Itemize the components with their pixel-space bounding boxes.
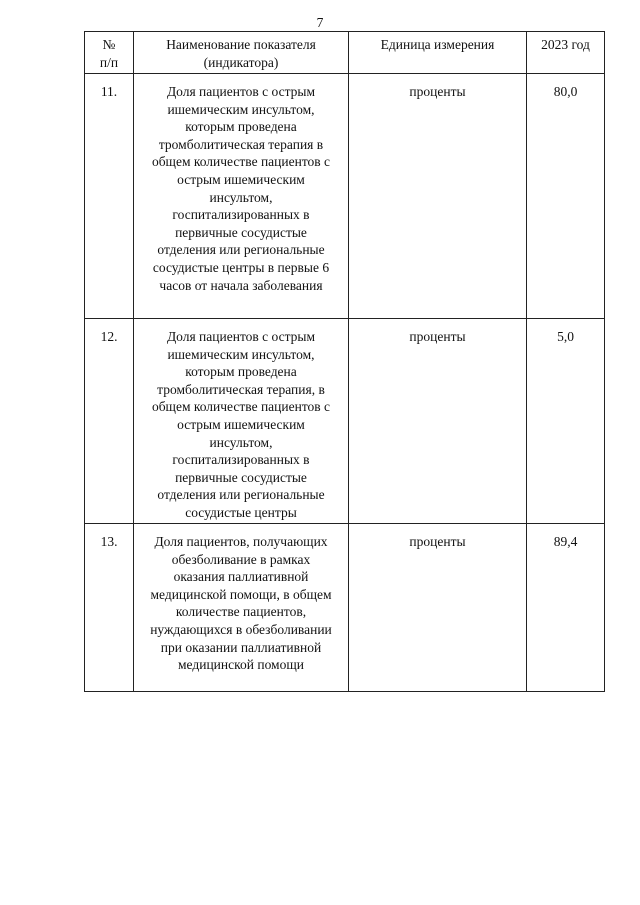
row-number: 12. (85, 319, 134, 524)
table-row (85, 74, 605, 319)
row-indicator-name: Доля пациентов, получающих обезболивание в рамках оказания паллиативной медицинской помощи, в общем количестве пациентов, нуждающихся в обезболивании при оказании паллиативной медицинской помощи (134, 524, 349, 692)
row-number: 11. (85, 74, 134, 319)
row-value-2023: 80,0 (527, 74, 605, 319)
table-header-row (85, 32, 605, 74)
row-indicator-name: Доля пациентов с острым ишемическим инсультом, которым проведена тромболитическая терапия в общем количестве пациентов с острым ишемическим инсультом, госпитализированных в первичные сосудистые отделения или региональные сосудистые центры в первые 6 часов от начала заболевания (134, 74, 349, 319)
header-unit: Единица измерения (349, 32, 527, 74)
row-indicator-name: Доля пациентов с острым ишемическим инсультом, которым проведена тромболитическая терапия, в общем количестве пациентов с острым ишемическим инсультом, госпитализированных в первичные сосудистые отделения или региональные сосудистые центры (134, 319, 349, 524)
page-number: 7 (316, 15, 324, 30)
row-unit: проценты (349, 524, 527, 692)
header-number: № п/п (85, 32, 134, 74)
row-unit: проценты (349, 74, 527, 319)
header-indicator-name: Наименование показателя (индикатора) (134, 32, 349, 74)
indicator-table (84, 31, 605, 692)
header-year: 2023 год (527, 32, 605, 74)
table-row (85, 524, 605, 692)
row-unit: проценты (349, 319, 527, 524)
row-value-2023: 5,0 (527, 319, 605, 524)
row-number: 13. (85, 524, 134, 692)
table-row (85, 319, 605, 524)
row-value-2023: 89,4 (527, 524, 605, 692)
